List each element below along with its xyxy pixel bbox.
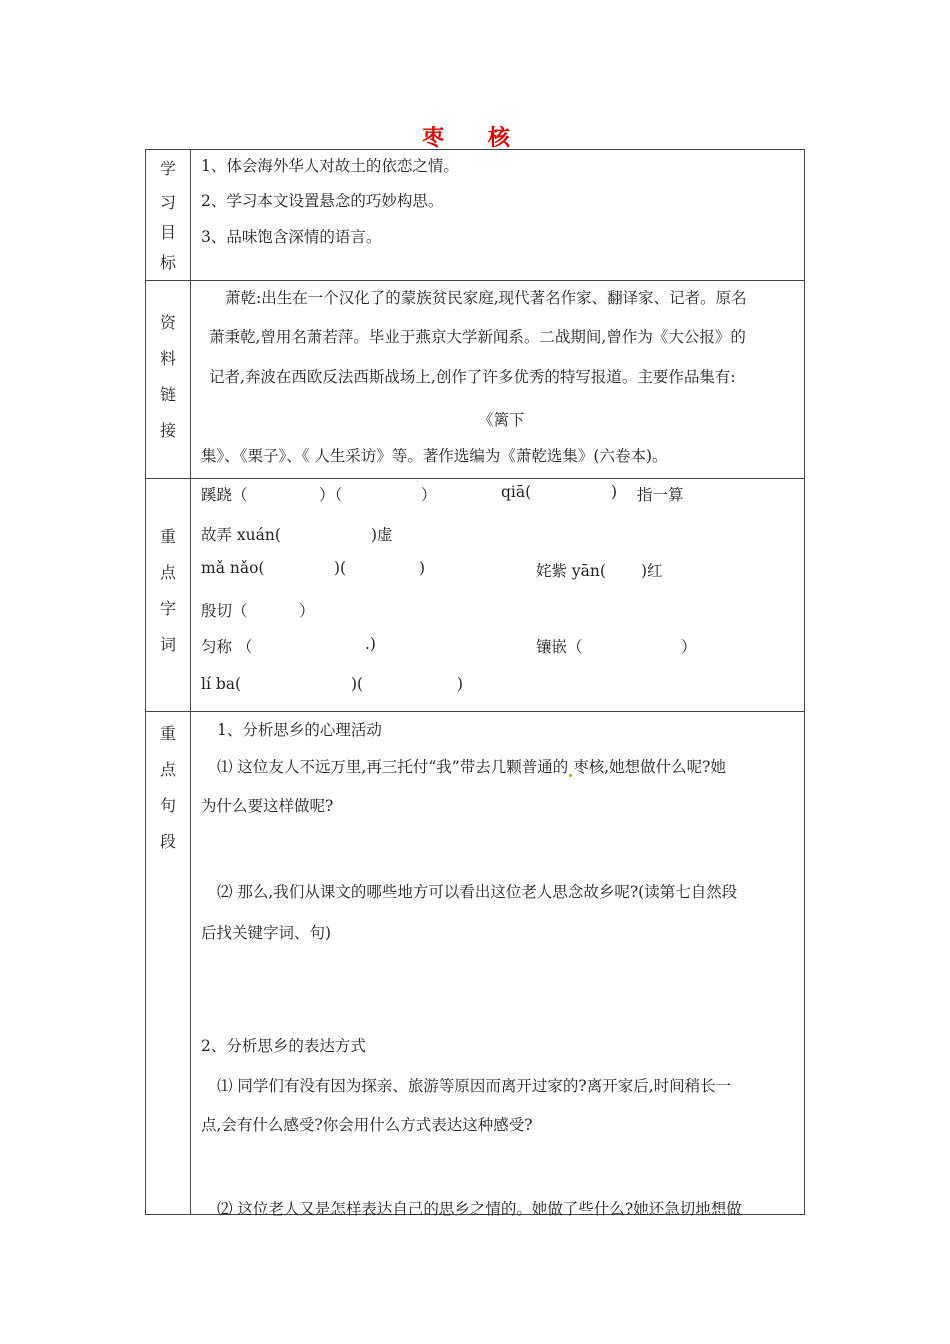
- section-label: [146, 281, 191, 479]
- label-char: 词: [159, 635, 176, 654]
- section-content: [191, 479, 805, 712]
- vocab-item: ）: [681, 638, 697, 656]
- label-char: 标: [159, 253, 176, 272]
- label-char: 学: [159, 159, 176, 178]
- vocab-item: 匀称 （: [201, 638, 253, 656]
- vocab-item: lí ba(: [201, 675, 242, 693]
- section-content: [191, 712, 805, 1218]
- table-row: [146, 479, 805, 712]
- worksheet-table: [145, 149, 805, 1218]
- question-line: 后找关键字词、句): [201, 924, 332, 942]
- bio-line: 《篱下: [478, 411, 525, 429]
- vocab-item: 故弄 xuán(: [201, 526, 281, 544]
- label-char: 重: [159, 527, 176, 546]
- section-heading: 2、分析思乡的表达方式: [201, 1037, 366, 1055]
- vocab-item: 指一算: [637, 486, 684, 504]
- label-char: 段: [159, 832, 176, 851]
- marker-dot: [569, 774, 572, 777]
- table-row: [146, 281, 805, 479]
- bio-line: 记者,奔波在西欧反法西斯战场上,创作了许多优秀的特写报道。主要作品集有:: [209, 368, 736, 386]
- section-label: [146, 712, 191, 1215]
- vocab-item: 蹊跷（: [201, 486, 248, 504]
- label-char: 点: [159, 563, 176, 582]
- section-label: [146, 479, 191, 712]
- goal-line: 1、体会海外华人对故土的依恋之情。: [201, 157, 459, 175]
- label-char: 习: [159, 193, 176, 212]
- vocab-item: ): [611, 483, 618, 501]
- vocab-item: )(: [351, 675, 364, 693]
- vocab-item: ）: [299, 602, 315, 620]
- vocab-item: )虚: [371, 526, 393, 544]
- vocab-item: ）: [421, 486, 437, 504]
- question-line: ⑵ 这位老人又是怎样表达自己的思乡之情的。她做了些什么?她还急切地想做: [217, 1200, 742, 1218]
- vocab-item: 镶嵌（: [536, 638, 583, 656]
- label-char: 目: [159, 223, 176, 242]
- label-char: 接: [159, 421, 176, 440]
- vocab-item: 殷切（: [201, 602, 248, 620]
- label-char: 点: [159, 760, 176, 779]
- table-row: [146, 712, 805, 1215]
- section-label: [146, 150, 191, 281]
- vocab-item: 姹紫 yān(: [536, 562, 606, 580]
- goal-line: 3、品味饱含深情的语言。: [201, 228, 382, 246]
- label-char: 资: [159, 313, 176, 332]
- section-content: [191, 281, 805, 479]
- question-text: 枣核,她想做什么呢?她: [573, 758, 726, 776]
- table-row: [146, 150, 805, 281]
- label-char: 链: [159, 385, 176, 404]
- question-line: ⑵ 那么,我们从课文的哪些地方可以看出这位老人思念故乡呢?(读第七自然段: [217, 883, 738, 901]
- question-text: ⑴ 这位友人不远万里,再三托付“我”带去几颗普通的: [217, 758, 569, 776]
- label-char: 句: [159, 796, 176, 815]
- page-title: 枣 核: [422, 125, 528, 151]
- vocab-item: mǎ nǎo(: [201, 559, 265, 577]
- label-char: 重: [159, 724, 176, 743]
- question-line: [217, 755, 726, 777]
- label-char: 料: [159, 349, 176, 368]
- bio-line: 萧秉乾,曾用名萧若萍。毕业于燕京大学新闻系。二战期间,曾作为《大公报》的: [209, 328, 746, 346]
- label-char: 字: [159, 599, 176, 618]
- section-heading: 1、分析思乡的心理活动: [217, 721, 382, 739]
- vocab-item: ）（: [319, 486, 343, 504]
- vocab-item: )红: [641, 562, 663, 580]
- question-line: 为什么要这样做呢?: [201, 797, 334, 815]
- section-content: [191, 150, 805, 281]
- vocab-item: )(: [334, 559, 347, 577]
- vocab-item: qiā(: [501, 483, 532, 501]
- question-line: 点,会有什么感受?你会用什么方式表达这种感受?: [201, 1116, 533, 1134]
- goal-line: 2、学习本文设置悬念的巧妙构思。: [201, 192, 444, 210]
- question-line: ⑴ 同学们有没有因为探亲、旅游等原因而离开过家的?离开家后,时间稍长一: [217, 1077, 732, 1095]
- bio-line: 萧乾:出生在一个汉化了的蒙族贫民家庭,现代著名作家、翻译家、记者。原名: [225, 289, 747, 307]
- bio-line: 集》、《栗子》、《 人生采访》等。著作选编为《萧乾选集》(六卷本)。: [201, 447, 668, 465]
- vocab-item: ): [457, 675, 464, 693]
- vocab-item: .): [365, 635, 376, 653]
- vocab-item: ): [419, 559, 426, 577]
